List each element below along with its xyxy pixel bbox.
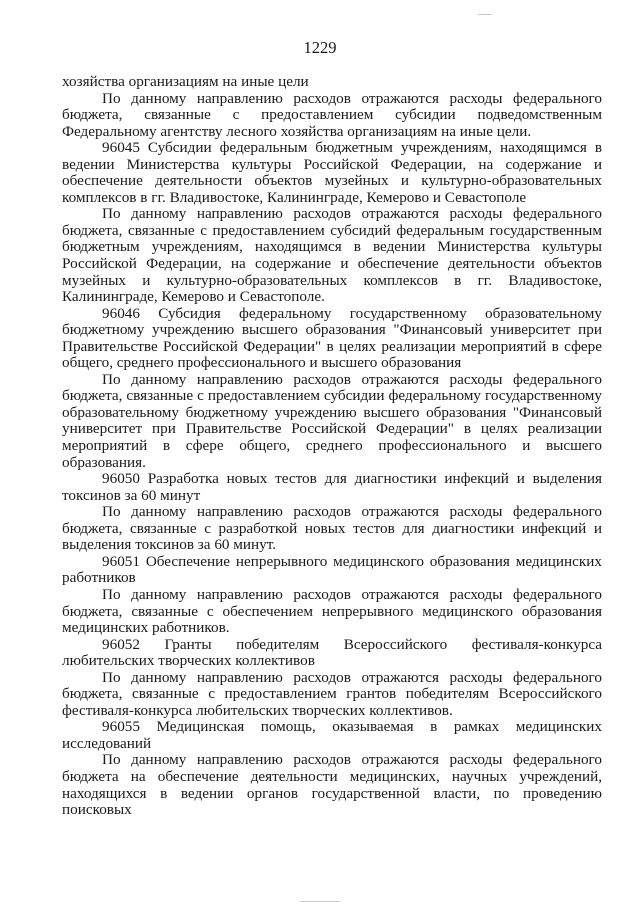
body-text [62,74,602,819]
page-number: 1229 [303,38,337,57]
scan-mark [300,901,340,902]
section-heading: 96046 Субсидия федеральному государственному образовательному бюджетному учреждению высшего образования "Финансовый университет при Правительстве Российской Федерации" в целях реализации мероприятий в сфере общего, среднего профессионального и высшего образования [62,304,602,372]
section-heading: 96050 Разработка новых тестов для диагностики инфекций и выделения токсинов за 60 минут [62,470,602,504]
section-heading: 96055 Медицинская помощь, оказываемая в рамках медицинских исследований [62,718,602,752]
scan-mark [478,14,492,15]
section-heading: 96051 Обеспечение непрерывного медицинского образования медицинских работников [62,552,602,587]
paragraph: По данному направлению расходов отражаются расходы федерального бюджета, связанные с предоставлением субсидии федеральному государственному образовательному бюджетному учреждению высшего образования "Финансовый университет при Правительстве Российской Федерации" в целях реализации мероприятий в сфере общего, среднего профессионального и высшего образования. [62,370,602,471]
paragraph: По данному направлению расходов отражаются расходы федерального бюджета, связанные с разработкой новых тестов для диагностики инфекций и выделения токсинов за 60 минут. [62,503,602,554]
paragraph: По данному направлению расходов отражаются расходы федерального бюджета, связанные с предоставлением субсидий федеральным государственным бюджетным учреждениям, находящимся в ведении Министерства культуры Российской Федерации, на содержание и обеспечение деятельности объектов музейных и культурно-образовательных комплексов в гг. Владивостоке, Калининграде, Кемерово и Севастополе. [62,205,602,306]
paragraph: По данному направлению расходов отражаются расходы федерального бюджета, связанные с предоставлением грантов победителям Всероссийского фестиваля-конкурса любительских творческих коллективов. [62,668,602,719]
section-heading: 96045 Субсидии федеральным бюджетным учреждениям, находящимся в ведении Министерства культуры Российской Федерации, на содержание и обеспечение деятельности объектов музейных и культурно-образовательных комплексов в гг. Владивостоке, Калининграде, Кемерово и Севастополе [62,139,602,206]
paragraph: По данному направлению расходов отражаются расходы федерального бюджета, связанные с обеспечением непрерывного медицинского образования медицинских работников. [62,585,602,637]
paragraph: хозяйства организациям на иные цели [62,73,309,90]
section-heading: 96052 Гранты победителям Всероссийского фестиваля-конкурса любительских творческих коллективов [62,635,602,670]
paragraph: По данному направлению расходов отражаются расходы федерального бюджета, связанные с предоставлением субсидии подведомственным Федеральному агентству лесного хозяйства организациям на иные цели. [62,89,602,140]
paragraph: По данному направлению расходов отражаются расходы федерального бюджета на обеспечение деятельности медицинских, научных учреждений, находящихся в ведении органов государственной власти, по проведению поисковых [62,751,602,819]
